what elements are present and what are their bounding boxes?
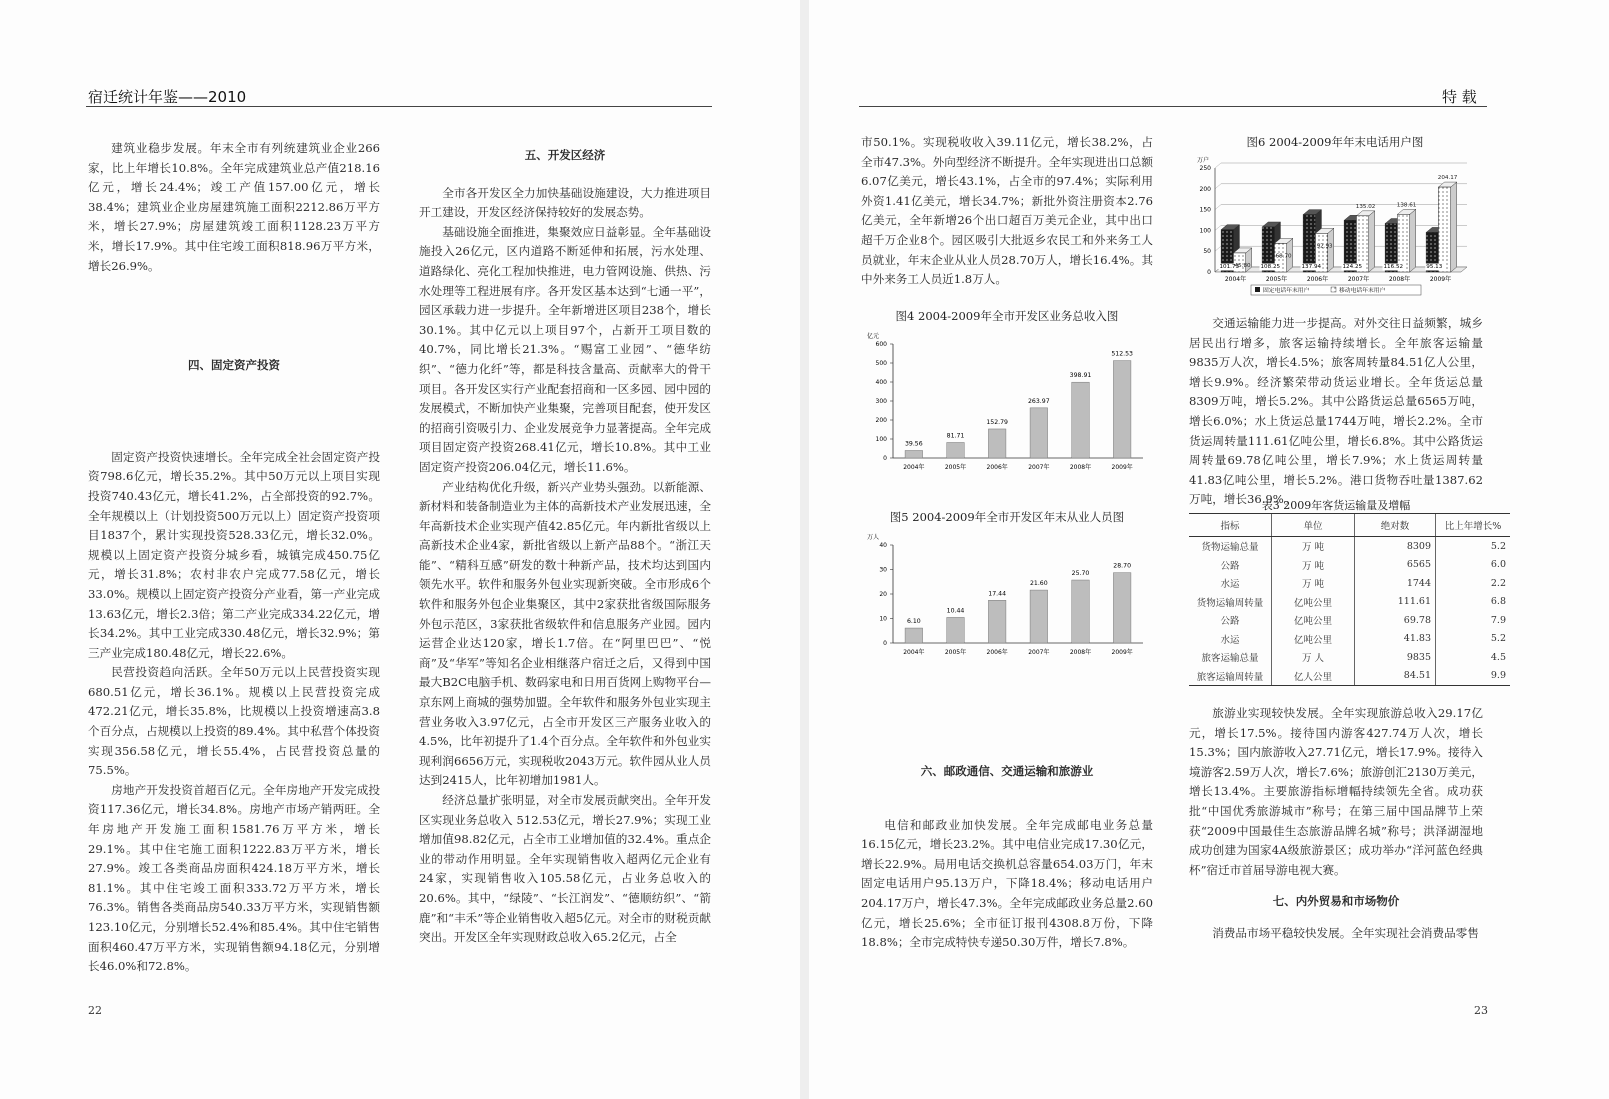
data-label: 512.53 <box>1111 350 1133 358</box>
x-tick-label: 2005年 <box>944 464 967 471</box>
x-tick-label: 2006年 <box>986 649 1008 656</box>
y-tick-label: 30 <box>879 566 887 574</box>
x-tick-label: 2004年 <box>1224 276 1247 283</box>
cell-indicator: 公路 <box>1220 616 1240 628</box>
bar-side <box>1451 182 1457 272</box>
right-column-2-top <box>1189 314 1483 510</box>
paragraph: 电信和邮政业加快发展。全年完成邮电业务总量16.15亿元，增长23.2%。其中电信业完成17.30亿元，增长22.9%。局用电话交换机总容量654.03万门，年末固定电话用户95.13万户，下降18.4%；移动电话用户204.17万户，增长47.3%。全年完成邮政业务总量2.60亿元，增长25.6%；全市征订报刊4308.8万份，下降18.8%；全市完成特快专递50.30万件，增长7.8%。 <box>861 817 1153 950</box>
cell-unit: 万 吨 <box>1272 537 1355 556</box>
y-tick-label: 20 <box>879 591 887 598</box>
header-rule <box>859 106 1487 107</box>
y-tick-label: 200 <box>1199 185 1211 193</box>
data-label-fixed: 116.52 <box>1383 264 1404 270</box>
data-label-fixed: 137.94 <box>1301 264 1322 270</box>
page-number: 23 <box>1474 1004 1488 1017</box>
paragraph: 民营投资趋向活跃。全年50万元以上民营投资实现680.51亿元，增长36.1%。规模以上民营投资完成472.21亿元，增长35.8%，比规模以上投资增速高3.8个百分点，占规模以上投资的89.4%。其中私营个体投资实现356.58亿元，增长55.4%，占民营投资总量的75.5%。 <box>88 665 380 778</box>
cell-growth: 6.8 <box>1436 593 1511 612</box>
cell-unit: 亿吨公里 <box>1272 611 1355 630</box>
chart-telephone-users <box>1185 154 1485 306</box>
y-tick-label: 50 <box>1203 248 1211 256</box>
bar <box>1113 573 1131 643</box>
grid-diagonal <box>1215 225 1221 230</box>
bar <box>1113 361 1131 458</box>
paragraph: 全市各开发区全力加快基础设施建设，大力推进项目开工建设，开发区经济保持较好的发展态势。 <box>419 185 711 220</box>
y-tick-label: 150 <box>1199 206 1211 214</box>
data-label-fixed: 101.73 <box>1219 264 1240 270</box>
cell-unit: 万 吨 <box>1272 574 1355 593</box>
cell-growth: 5.2 <box>1436 537 1511 556</box>
chart5-title: 图5 2004-2009年全市开发区年末从业人员图 <box>889 510 1125 524</box>
y-axis-label: 万人 <box>867 534 880 541</box>
cell-value: 8309 <box>1355 537 1436 556</box>
column-header: 指标 <box>1189 514 1272 537</box>
column-header: 单位 <box>1272 514 1355 537</box>
cell-indicator: 旅客运输周转量 <box>1189 667 1272 686</box>
cell-unit: 万 吨 <box>1272 556 1355 575</box>
paragraph: 建筑业稳步发展。年末全市有列统建筑业企业266家，比上年增长10.8%。全年完成建筑业总产值218.16亿元，增长24.4%；竣工产值157.00亿元，增长38.4%；建筑业企业房屋建筑施工面积2212.86万平方米，增长27.9%；房屋建筑竣工面积1128.23万平方米，增长17.9%。其中住宅竣工面积818.96万平方米，增长26.9%。 <box>88 141 380 273</box>
chart4-title: 图4 2004-2009年全市开发区业务总收入图 <box>895 309 1119 323</box>
data-label: 152.79 <box>986 418 1008 426</box>
paragraph: 市50.1%。实现税收收入39.11亿元，增长38.2%，占全市47.3%。外向型经济不断提升。全年实现进出口总额6.07亿美元，增长43.1%，占全市的97.4%；实际利用外资1.41亿美元，增长34.7%；新批外资注册资本2.76亿美元，全年新增26个出口超百万美元企业，其中出口超千万企业8个。园区吸引大批返乡农民工和外来务工人员就业，年末企业从业人员28.70万人，增长16.4%。其中外来务工人员近1.8万人。 <box>861 135 1153 287</box>
right-column-1-top <box>861 133 1153 290</box>
cell-growth: 4.5 <box>1436 648 1511 667</box>
cell-value: 41.83 <box>1355 630 1436 649</box>
left-column-2 <box>419 146 711 948</box>
legend-swatch <box>1255 287 1260 292</box>
paragraph: 经济总量扩张明显，对全市发展贡献突出。全年开发区实现业务总收入 512.53亿元，增长27.9%；实现工业增加值98.82亿元，占全市工业增加值的32.4%。重点企业的带动作用明显。全年实现销售收入超两亿元企业有24家，实现销售收入105.58亿元，占业务总收入的20.6%。其中，“绿陵”、“长江润发”、“德顺纺织”、“箭鹿”和“丰禾”等企业销售收入超5亿元。对全市的财税贡献突出。开发区全年实现财政总收入65.2亿元，占全 <box>419 793 711 945</box>
x-tick-label: 2004年 <box>903 464 925 471</box>
y-tick-label: 250 <box>1199 165 1211 172</box>
x-tick-label: 2007年 <box>1347 276 1370 283</box>
x-tick-label: 2008年 <box>1069 464 1092 471</box>
legend-label: 移动电话年末用户 <box>1339 288 1386 294</box>
cell-value: 9835 <box>1355 648 1436 667</box>
x-tick-label: 2005年 <box>944 649 967 656</box>
bar <box>1030 408 1048 458</box>
x-tick-label: 2006年 <box>986 464 1008 471</box>
cell-unit: 亿吨公里 <box>1272 593 1355 612</box>
page-spine <box>800 0 809 1099</box>
cell-growth: 6.0 <box>1436 556 1511 575</box>
table-header-row <box>1189 514 1510 537</box>
cell-value: 111.61 <box>1355 593 1436 612</box>
cell-growth: 2.2 <box>1436 574 1511 593</box>
y-tick-label: 100 <box>1199 227 1211 235</box>
legend-label: 固定电话年末用户 <box>1263 288 1310 294</box>
yearbook-title: 宿迁统计年鉴——2010 <box>88 88 247 106</box>
data-label: 25.70 <box>1071 570 1090 578</box>
section-heading: 四、固定资产投资 <box>188 358 280 373</box>
bar <box>1030 590 1048 643</box>
right-column-2-bottom <box>1189 704 1483 944</box>
table-row <box>1189 537 1510 556</box>
data-label-mobile: 68.70 <box>1275 253 1292 260</box>
table-row <box>1189 667 1510 686</box>
data-label: 39.56 <box>904 440 923 448</box>
bar <box>1072 580 1090 643</box>
right-page <box>809 0 1609 1099</box>
cell-value: 84.51 <box>1355 667 1436 686</box>
cell-unit: 亿人公里 <box>1272 667 1355 686</box>
grid-diagonal <box>1215 184 1221 189</box>
x-tick-label: 2007年 <box>1028 464 1050 471</box>
x-tick-label: 2006年 <box>1306 276 1329 283</box>
bar <box>1072 382 1090 458</box>
y-tick-label: 0 <box>1207 269 1211 276</box>
cell-indicator: 货物运输周转量 <box>1196 597 1264 609</box>
data-label: 263.97 <box>1028 397 1050 405</box>
table-row <box>1189 630 1510 649</box>
bar <box>988 429 1006 458</box>
data-label-mobile: 92.93 <box>1316 243 1333 250</box>
y-tick-label: 200 <box>875 417 887 424</box>
y-tick-label: 400 <box>875 379 887 386</box>
bar <box>947 442 965 458</box>
bar <box>905 628 923 643</box>
x-tick-label: 2009年 <box>1111 464 1133 471</box>
cell-indicator: 货物运输总量 <box>1201 542 1259 554</box>
y-tick-label: 600 <box>875 341 887 348</box>
cell-indicator: 水运 <box>1220 579 1240 591</box>
data-label: 28.70 <box>1113 562 1132 570</box>
cell-indicator: 公路 <box>1220 560 1240 572</box>
left-page <box>0 0 800 1099</box>
paragraph: 固定资产投资快速增长。全年完成全社会固定资产投资798.6亿元，增长35.2%。其中50万元以上项目实现投资740.43亿元，增长41.2%，占全部投资的92.7%。全年规模以上（计划投资500万元以上）固定资产投资项目1837个，累计实现投资528.33亿元，增长32.0%。规模以上固定资产投资分城乡看，城镇完成450.75亿元，增长31.8%；农村非农户完成77.58亿元，增长33.0%。规模以上固定资产投资分产业看，第一产业完成13.63亿元，增长2.3倍；第二产业完成334.22亿元，增长34.2%。其中工业完成330.48亿元，增长32.9%；第三产业完成180.48亿元，增长22.6%。 <box>88 449 380 660</box>
bar-mobile <box>1438 187 1450 272</box>
y-axis-label: 亿元 <box>867 333 880 340</box>
paragraph: 房地产开发投资首超百亿元。全年房地产开发完成投资117.36亿元，增长34.8%。房地产市场产销两旺。全年房地产开发施工面积1581.76万平方米，增长29.1%。其中住宅施工面积1222.83万平方米，增长27.9%。竣工各类商品房面积424.18万平方米，增长81.1%。其中住宅竣工面积333.72万平方米，增长76.3%。销售各类商品房540.33万平方米，实现销售额123.10亿元，分别增长52.4%和85.4%。其中住宅销售面积460.47万平方米，实现销售额94.18亿元，分别增长46.0%和72.8%。 <box>88 782 380 974</box>
y-tick-label: 100 <box>875 436 887 443</box>
chart-revenue <box>857 332 1157 480</box>
chart6-title: 图6 2004-2009年年末电话用户图 <box>1246 135 1424 149</box>
right-column-1-bottom <box>861 762 1153 953</box>
bar-side <box>1369 211 1375 272</box>
data-label: 81.71 <box>946 432 965 440</box>
paragraph: 产业结构优化升级，新兴产业势头强劲。以新能源、新材料和装备制造业为主体的高新技术产业发展迅速，全年高新技术企业实现产值42.85亿元。年内新批省级以上高新技术企业4家，新批省级以上新产品88个。“浙江天能”、“精科互感”研发的数十种新产品，技术均达到国内领先水平。软件和服务外包业实现新突破。全市形成6个软件和服务外包企业集聚区，其中2家获批省级国际服务外包示范区，3家获批省级软件和信息服务产业园。园内运营企业达120家，增长1.7倍。在“阿里巴巴”、“悦商”及“华军”等知名企业相继落户宿迁之后，又得到中国最大B2C电脑手机、数码家电和日用百货网上购物平台—京东网上商城的强势加盟。全年软件和服务外包业实现主营业务收入3.97亿元，占全市开发区三产服务业收入的4.5%，比年初提升了1.4个百分点。全年软件和外包业实现利润6656万元，实现税收2043万元。软件园从业人员达到2415人，比年初增加1981人。 <box>419 479 711 788</box>
table-row <box>1189 648 1510 667</box>
cell-value: 69.78 <box>1355 611 1436 630</box>
data-label-fixed: 95.13 <box>1426 264 1443 270</box>
data-label-mobile: 45.80 <box>1234 262 1251 269</box>
cell-growth: 7.9 <box>1436 611 1511 630</box>
data-label: 10.44 <box>946 607 965 615</box>
grid-diagonal <box>1215 205 1221 210</box>
x-tick-label: 2007年 <box>1028 649 1050 656</box>
table-row <box>1189 611 1510 630</box>
header-rule <box>86 106 712 107</box>
cell-unit: 亿吨公里 <box>1272 630 1355 649</box>
bar-side <box>1410 209 1416 272</box>
section-heading: 七、内外贸易和市场物价 <box>1272 894 1400 909</box>
column-header: 比上年增长% <box>1436 514 1511 537</box>
y-tick-label: 300 <box>875 398 887 405</box>
paragraph: 旅游业实现较快发展。全年实现旅游总收入29.17亿元，增长17.5%。接待国内游客427.74万人次，增长15.3%；国内旅游收入27.71亿元，增长17.9%。接待入境游客2.59万人次，增长7.6%；旅游创汇2130万美元，增长13.4%。主要旅游指标增幅持续领先全省。成功获批“中国优秀旅游城市”称号；在第三届中国品牌节上荣获“2009中国最佳生态旅游品牌名城”称号；洪泽湖湿地成功创建为国家4A级旅游景区；成功举办“洋河蓝色经典杯”宿迁市首届导游电视大赛。 <box>1189 706 1483 877</box>
table-row <box>1189 556 1510 575</box>
cell-value: 1744 <box>1355 574 1436 593</box>
paragraph: 基础设施全面推进，集聚效应日益彰显。全年基础设施投入26亿元，区内道路不断延伸和拓展，污水处理、道路绿化、亮化工程加快推进，电力管网设施、供热、污水处理等工程进展有序。各开发区基本达到“七通一平”，园区承载力进一步提升。全年新增进区项目238个，增长30.1%。其中亿元以上项目97个，占新开工项目数的40.7%，同比增长21.3%。“赐富工业园”、“德华纺织”、“德力化纤”等，都是科技含量高、贡献率大的骨干项目。各开发区实行产业配套招商和一区多园、园中园的发展模式，不断加快产业集聚，完善项目配套，使开发区的招商引资吸引力、企业发展竞争力显著提高。全年完成项目固定资产投资268.41亿元，增长10.8%。其中工业固定资产投资206.04亿元，增长11.6%。 <box>419 224 711 474</box>
paragraph: 交通运输能力进一步提高。对外交往日益频繁，城乡居民出行增多，旅客运输持续增长。全年旅客运输量9835万人次，增长4.5%；旅客周转量84.51亿人公里，增长9.9%。经济繁荣带动货运业增长。全年货运总量8309万吨，增长5.2%。其中公路货运总量6565万吨，增长6.0%；水上货运总量1744万吨，增长2.2%。全市货运周转量111.61亿吨公里，增长6.8%。其中公路货运周转量69.78亿吨公里，增长7.9%；水上货运周转量41.83亿吨公里，增长5.2%。港口货物吞吐量1387.62万吨，增长36.9%。 <box>1189 316 1483 507</box>
column-header: 绝对数 <box>1355 514 1436 537</box>
data-label-mobile: 138.61 <box>1396 202 1417 209</box>
data-label-mobile: 135.02 <box>1355 203 1376 210</box>
x-tick-label: 2004年 <box>903 649 925 656</box>
y-tick-label: 10 <box>879 615 887 623</box>
y-tick-label: 0 <box>883 640 887 647</box>
left-column-1 <box>88 139 380 977</box>
cell-growth: 9.9 <box>1436 667 1511 686</box>
data-label: 398.91 <box>1069 372 1092 380</box>
x-tick-label: 2009年 <box>1429 276 1452 283</box>
bar <box>988 600 1006 643</box>
paragraph: 消费品市场平稳较快发展。全年实现社会消费品零售 <box>1212 925 1479 940</box>
y-tick-label: 0 <box>883 455 887 462</box>
x-tick-label: 2009年 <box>1111 649 1133 656</box>
section-heading: 六、邮政通信、交通运输和旅游业 <box>920 764 1094 778</box>
legend-swatch <box>1331 287 1336 292</box>
cell-value: 6565 <box>1355 556 1436 575</box>
y-tick-label: 40 <box>879 542 887 549</box>
table-row <box>1189 574 1510 593</box>
page-number: 22 <box>88 1004 102 1017</box>
grid-diagonal <box>1215 246 1221 251</box>
data-label: 21.60 <box>1029 580 1048 588</box>
data-label: 17.44 <box>988 590 1007 598</box>
transport-table <box>1189 513 1510 686</box>
section-title: 特 载 <box>1442 88 1477 106</box>
data-label: 6.10 <box>906 618 921 626</box>
chart-employees <box>857 533 1157 665</box>
cell-indicator: 水运 <box>1220 634 1240 646</box>
section-heading: 五、开发区经济 <box>524 148 606 162</box>
y-axis-label: 万户 <box>1197 157 1210 164</box>
data-label-fixed: 124.25 <box>1342 264 1363 270</box>
y-tick-label: 500 <box>875 360 887 367</box>
cell-indicator: 旅客运输总量 <box>1201 653 1259 665</box>
x-tick-label: 2005年 <box>1265 276 1288 283</box>
table-row <box>1189 593 1510 612</box>
cell-growth: 5.2 <box>1436 630 1511 649</box>
bar <box>905 450 923 458</box>
x-tick-label: 2008年 <box>1069 649 1092 656</box>
data-label-mobile: 204.17 <box>1437 175 1458 182</box>
cell-unit: 万 人 <box>1272 648 1355 667</box>
table3-title: 表3 2009年客货运输量及增幅 <box>1261 499 1411 512</box>
data-label-fixed: 108.25 <box>1260 264 1281 270</box>
x-tick-label: 2008年 <box>1388 276 1411 283</box>
bar <box>947 617 965 643</box>
bar-side <box>1328 228 1334 272</box>
grid-diagonal <box>1215 163 1221 168</box>
